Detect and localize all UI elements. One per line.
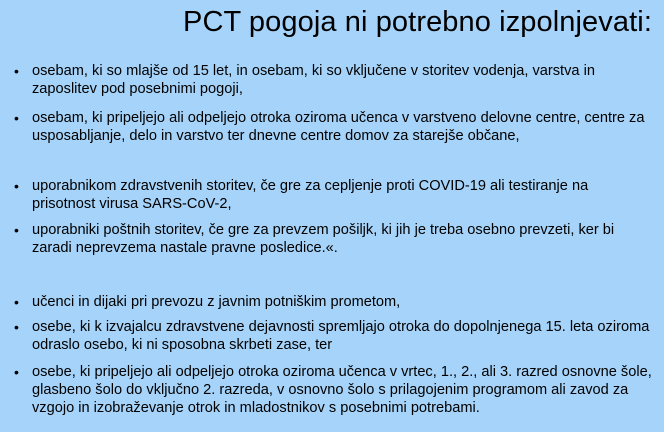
list-item (14, 293, 654, 311)
list-item (14, 62, 654, 98)
list-item-text: uporabnikom zdravstvenih storitev, če gre za cepljenje proti COVID-19 ali testiranje na prisotnost virusa SARS-CoV-2, (32, 178, 589, 212)
list-item-text: osebe, ki k izvajalcu zdravstvene dejavnosti spremljajo otroka do dopolnjenega 15. leta oziroma odraslo osebo, ki ni sposobna skrbeti zase, ter (32, 319, 650, 353)
list-item (14, 363, 654, 417)
list-item (14, 221, 654, 257)
bullet-icon: • (14, 178, 19, 194)
list-item (14, 109, 654, 145)
bullet-icon: • (14, 63, 19, 79)
list-item-text: učenci in dijaki pri prevozu z javnim potniškim prometom, (32, 294, 401, 310)
list-item-text: osebe, ki pripeljejo ali odpeljejo otroka oziroma učenca v vrtec, 1., 2., ali 3. razred osnovne šole, glasbeno šolo do vključno 2. razreda, v osnovno šolo s prilagojenim programom ali zavod za vzgojo in izobraževanje otrok in mladostnikov s posebnimi potrebami. (32, 364, 652, 416)
list-item-text: uporabniki poštnih storitev, če gre za prevzem pošiljk, ki jih je treba osebno prevzeti, ker bi zaradi neprevzema nastale pravne posledice.«. (32, 222, 615, 256)
slide-title: PCT pogoja ni potrebno izpolnjevati: (183, 6, 652, 38)
list-item-text: osebam, ki pripeljejo ali odpeljejo otroka oziroma učenca v varstveno delovne centre, centre za usposabljanje, delo in varstvo ter dnevne centre domov za starejše občane, (32, 110, 645, 144)
bullet-icon: • (14, 294, 19, 310)
list-item (14, 177, 654, 213)
bullet-icon: • (14, 222, 19, 238)
bullet-icon: • (14, 110, 19, 126)
bullet-icon: • (14, 364, 19, 380)
list-item-text: osebam, ki so mlajše od 15 let, in osebam, ki so vključene v storitev vodenja, varstva in zaposlitev pod posebnimi pogoji, (32, 63, 595, 97)
list-item (14, 318, 654, 354)
bullet-icon: • (14, 319, 19, 335)
